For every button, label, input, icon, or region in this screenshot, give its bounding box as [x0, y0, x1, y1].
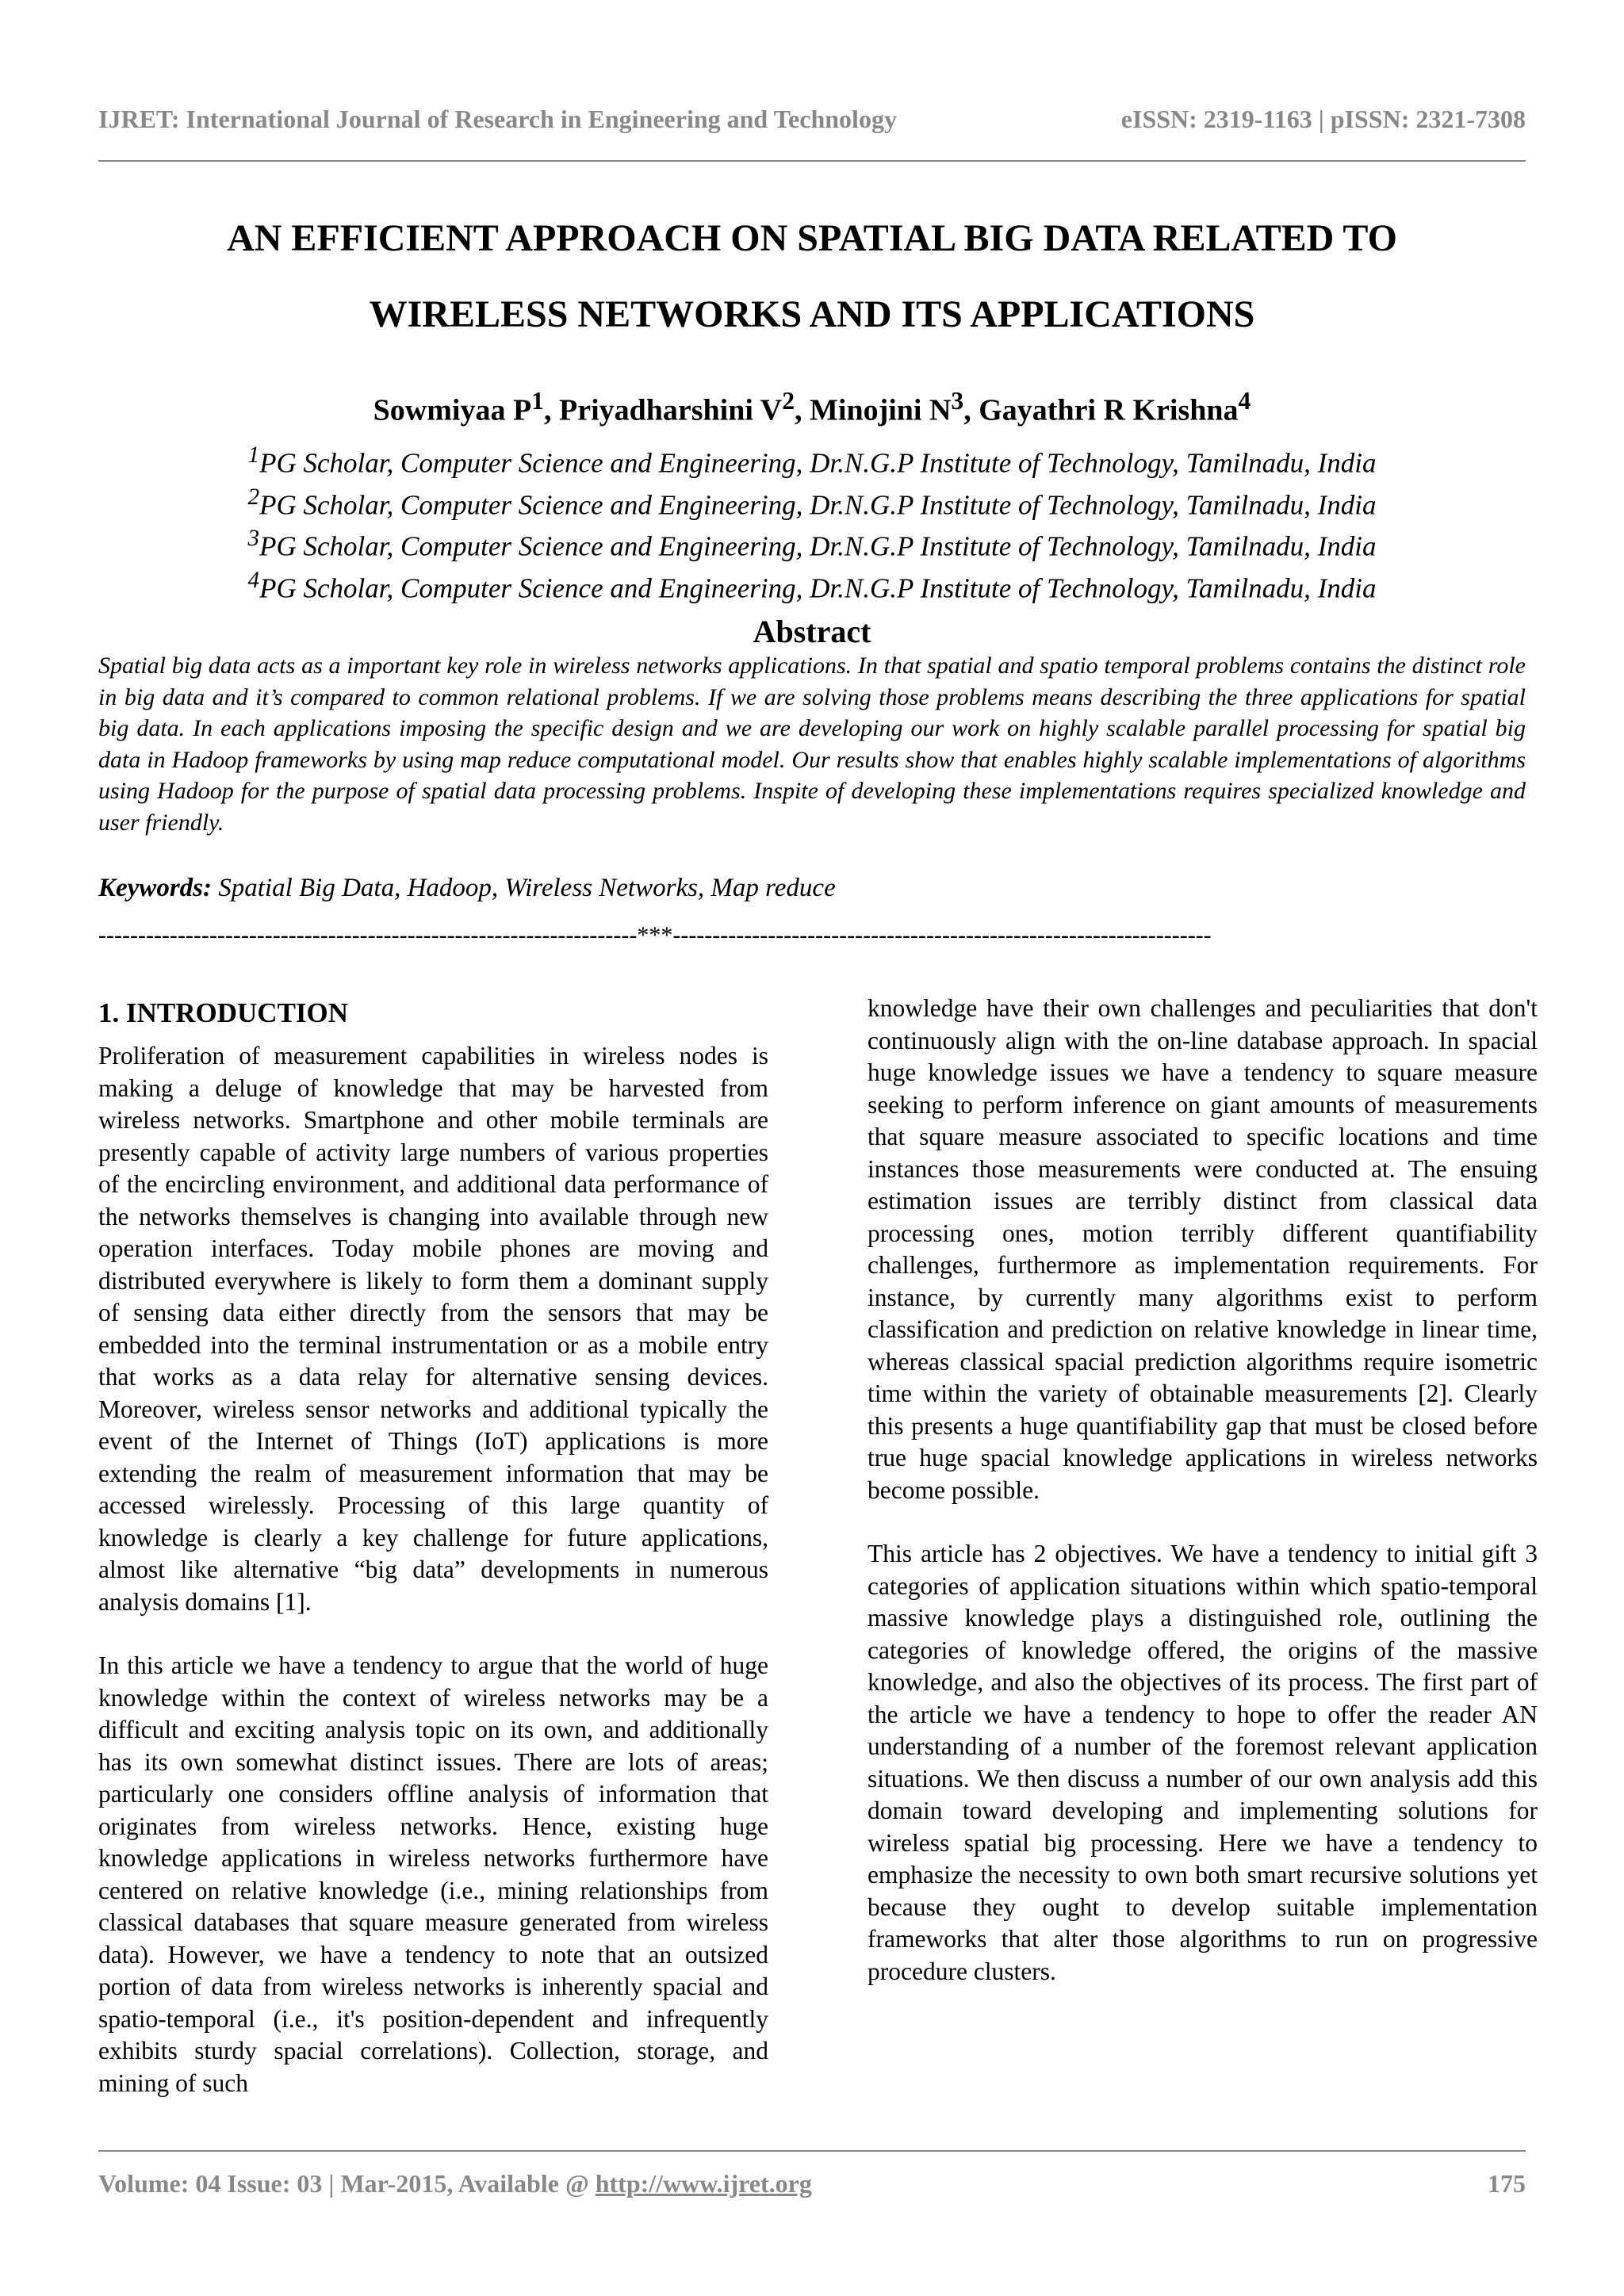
affiliation-text: PG Scholar, Computer Science and Engineering, Dr.N.G.P Institute of Technology, Tamilnadu, India — [259, 572, 1377, 604]
affiliation-text: PG Scholar, Computer Science and Engineering, Dr.N.G.P Institute of Technology, Tamilnadu, India — [259, 489, 1377, 521]
author-sup: 2 — [782, 387, 795, 415]
author-separator: , — [543, 393, 559, 427]
author-list — [98, 379, 1526, 433]
author-separator: , — [963, 393, 979, 427]
running-footer — [98, 2162, 1526, 2205]
section-heading: 1. INTRODUCTION — [98, 997, 349, 1028]
journal-name: IJRET: International Journal of Research in Engineering and Technology — [98, 104, 897, 133]
abstract-heading: Abstract — [753, 614, 871, 649]
paper-title — [98, 201, 1526, 353]
keywords — [98, 871, 1526, 905]
author-name: Gayathri R Krishna — [979, 393, 1239, 427]
affiliation-sup: 2 — [247, 484, 260, 510]
volume-info: Volume: 04 Issue: 03 | Mar-2015, Available @ — [98, 2168, 596, 2198]
paragraph: knowledge have their own challenges and peculiarities that don't continuously align with the on-line database approach. In spacial huge knowledge issues we have a tendency to square measure seeking to perform inference on giant amounts of measurements that square measure associated to specific locations and time instances those measurements were conducted at. The ensuing estimation issues are terribly distinct from classical data processing ones, motion terribly different quantifiability challenges, furthermore as implementation requirements. For instance, by currently many algorithms exist to perform classification and prediction on relative knowledge in linear time, whereas classical spacial prediction algorithms require isometric time within the variety of obtainable measurements [2]. Clearly this presents a huge quantifiability gap that must be closed before true huge spacial knowledge applications in wireless networks become possible. — [868, 994, 1538, 1504]
title-line-2: WIRELESS NETWORKS AND ITS APPLICATIONS — [369, 293, 1255, 335]
journal-link[interactable]: http://www.ijret.org — [595, 2168, 812, 2198]
author-name: Minojini N — [810, 393, 952, 427]
author-sup: 4 — [1238, 387, 1251, 415]
page-number: 175 — [1488, 2168, 1526, 2198]
affiliations — [98, 438, 1526, 606]
affiliation-line — [98, 480, 1526, 522]
title-line-1: AN EFFICIENT APPROACH ON SPATIAL BIG DATA RELATED TO — [227, 217, 1397, 259]
author-sup: 1 — [531, 387, 544, 415]
keywords-text: Spatial Big Data, Hadoop, Wireless Networks, Map reduce — [212, 874, 836, 902]
author-separator: , — [795, 393, 810, 427]
running-header — [98, 98, 1526, 140]
footer-rule — [98, 2150, 1526, 2152]
affiliation-sup: 3 — [247, 526, 260, 552]
affiliation-text: PG Scholar, Computer Science and Engineering, Dr.N.G.P Institute of Technology, Tamilnadu, India — [259, 447, 1377, 479]
affiliation-sup: 4 — [247, 567, 260, 593]
issn-numbers: eISSN: 2319-1163 | pISSN: 2321-7308 — [1120, 104, 1526, 133]
affiliation-line — [98, 438, 1526, 480]
affiliation-line — [98, 564, 1526, 606]
affiliation-text: PG Scholar, Computer Science and Engineering, Dr.N.G.P Institute of Technology, Tamilnadu, India — [259, 530, 1377, 562]
left-column — [98, 996, 768, 2131]
section-separator: --------------------------------------------------------------------***-------------------------------------------------------------------- — [98, 922, 1212, 948]
affiliation-sup: 1 — [247, 442, 260, 468]
paragraph: Proliferation of measurement capabilities in wireless nodes is making a deluge of knowledge that may be harvested from wireless networks. Smartphone and other mobile terminals are presently capable of activity large numbers of various properties of the encircling environment, and additional data performance of the networks themselves is changing into available through new operation interfaces. Today mobile phones are moving and distributed everywhere is likely to form them a dominant supply of sensing data either directly from the sensors that may be embedded into the terminal instrumentation or as a mobile entry that works as a data relay for alternative sensing devices. Moreover, wireless sensor networks and additional typically the event of the Internet of Things (IoT) applications is more extending the realm of measurement information that may be accessed wirelessly. Processing of this large quantity of knowledge is clearly a key challenge for future applications, almost like alternative “big data” developments in numerous analysis domains [1]. — [98, 1042, 768, 1616]
author-name: Priyadharshini V — [558, 393, 783, 427]
paragraph: This article has 2 objectives. We have a tendency to initial gift 3 categories of application situations within which spatio-temporal massive knowledge plays a distinguished role, outlining the categories of knowledge offered, the origins of the massive knowledge, and also the objectives of its process. The first part of the article we have a tendency to hope to offer the reader AN understanding of a number of the foremost relevant application situations. We then discuss a number of our own analysis add this domain toward developing and implementing solutions for wireless spatial big processing. Here we have a tendency to emphasize the necessity to own both smart recursive solutions yet because they ought to develop suitable implementation frameworks that alter those algorithms to run on progressive procedure clusters. — [868, 1540, 1538, 1985]
paragraph: In this article we have a tendency to argue that the world of huge knowledge within the context of wireless networks may be a difficult and exciting analysis topic on its own, and additionally has its own somewhat distinct issues. There are lots of areas; particularly one considers offline analysis of information that originates from wireless networks. Hence, existing huge knowledge applications in wireless networks furthermore have centered on relative knowledge (i.e., mining relationships from classical databases that square measure generated from wireless data). However, we have a tendency to note that an outsized portion of data from wireless networks is inherently spacial and spatio-temporal (i.e., it's position-dependent and infrequently exhibits sturdy spacial correlations). Collection, storage, and mining of such — [98, 1651, 768, 2097]
header-rule — [98, 160, 1526, 162]
footer-citation — [98, 2169, 812, 2198]
author-sup: 3 — [951, 387, 964, 415]
affiliation-line — [98, 522, 1526, 564]
author-name: Sowmiyaa P — [373, 393, 532, 427]
abstract-text: Spatial big data acts as a important key role in wireless networks applications. In that spatial and spatio temporal problems contains the distinct role in big data and it’s compared to common relational problems. If we are solving those problems means describing the three applications for spatial big data. In each applications imposing the specific design and we are developing our work on highly scalable parallel processing for spatial big data in Hadoop frameworks by using map reduce computational model. Our results show that enables highly scalable implementations of algorithms using Hadoop for the purpose of spatial data processing problems. Inspite of developing these implementations requires specialized knowledge and user friendly. — [98, 652, 1526, 836]
keywords-label: Keywords: — [98, 874, 212, 902]
right-column — [868, 993, 1538, 2019]
